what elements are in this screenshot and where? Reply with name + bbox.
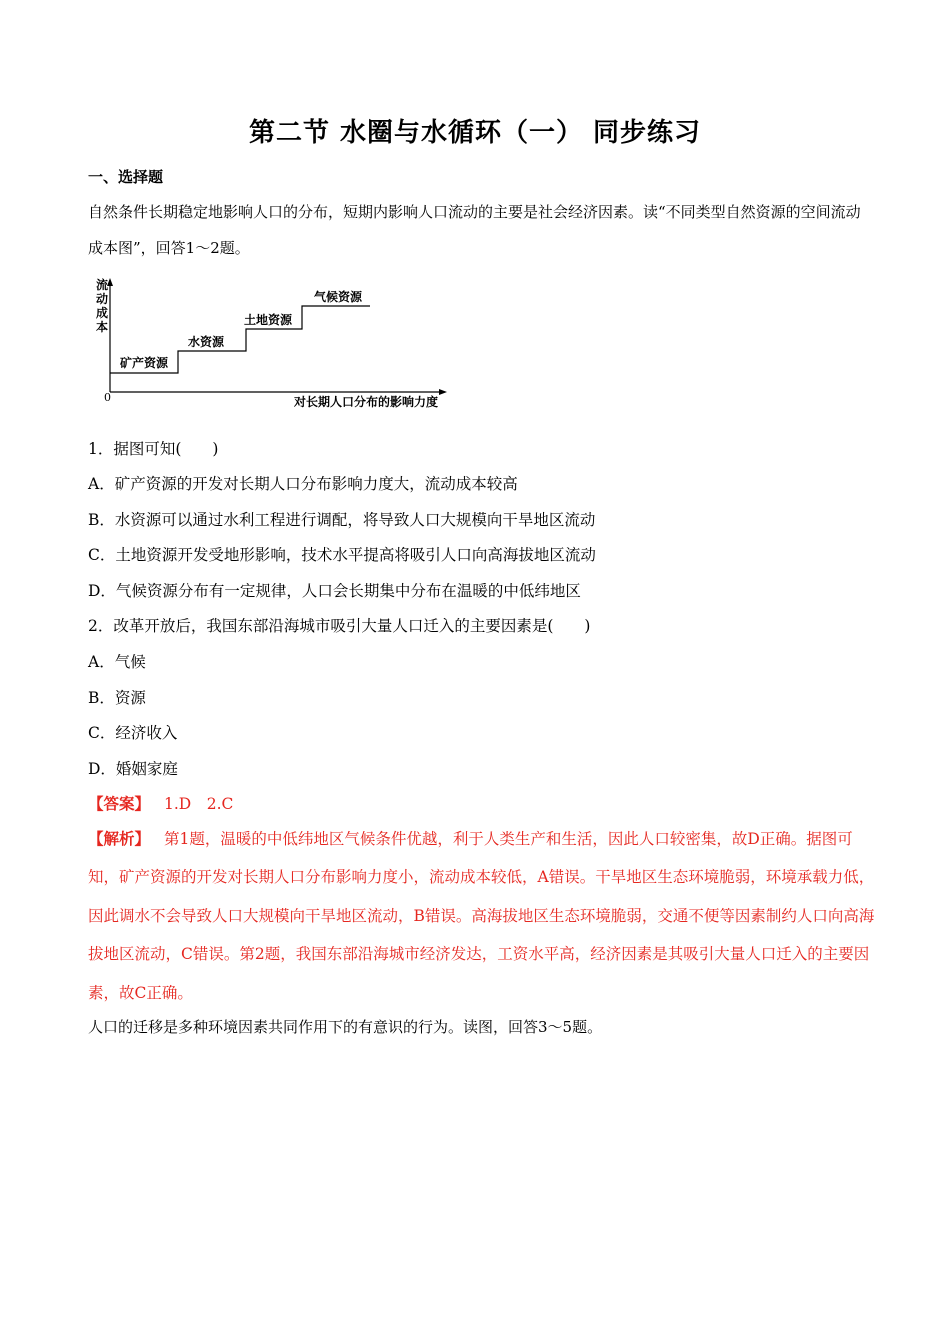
page-title: 第二节 水圈与水循环（一） 同步练习 bbox=[248, 118, 702, 148]
question-2-option-b: B．资源 bbox=[88, 689, 146, 707]
next-question-intro: 人口的迁移是多种环境因素共同作用下的有意识的行为。读图，回答3～5题。 bbox=[88, 1018, 603, 1036]
answer-label: 【答案】 bbox=[88, 794, 151, 813]
origin-label: 0 bbox=[104, 391, 111, 404]
analysis-label: 【解析】 bbox=[88, 829, 151, 848]
y-axis-char: 流 bbox=[96, 278, 109, 292]
step-label-climate: 气候资源 bbox=[314, 290, 363, 304]
question-1-option-d: D．气候资源分布有一定规律，人口会长期集中分布在温暖的中低纬地区 bbox=[88, 582, 581, 600]
analysis-text: 第1题，温暖的中低纬地区气候条件优越，利于人类生产和生活，因此人口较密集，故D正确。据图可知，矿产资源的开发对长期人口分布影响力度小，流动成本较低，A错误。干旱地区生态环境脆弱，环境承载力低，因此调水不会导致人口大规模向干旱地区流动，B错误。高海拔地区生态环境脆弱，交通不便等因素制约人口向高海拔地区流动，C错误。第2题，我国东部沿海城市经济发达，工资水平高，经济因素是其吸引大量人口迁入的主要因素，故C正确。 bbox=[88, 830, 875, 1002]
resource-flow-cost-figure bbox=[88, 272, 458, 414]
y-axis-char: 本 bbox=[96, 320, 109, 334]
x-axis-label: 对长期人口分布的影响力度 bbox=[294, 395, 439, 409]
step-label-mineral: 矿产资源 bbox=[120, 356, 169, 370]
question-intro: 自然条件长期稳定地影响人口的分布，短期内影响人口流动的主要是社会经济因素。读“不同类型自然资源的空间流动成本图”，回答1～2题。 bbox=[88, 203, 861, 257]
question-1-stem: 1．据图可知( ) bbox=[88, 440, 219, 458]
question-2-option-d: D．婚姻家庭 bbox=[88, 760, 178, 778]
question-2-option-a: A．气候 bbox=[88, 653, 146, 671]
y-axis-char: 动 bbox=[96, 292, 109, 306]
step-label-land: 土地资源 bbox=[244, 313, 293, 327]
question-1-option-c: C．土地资源开发受地形影响，技术水平提高将吸引人口向高海拔地区流动 bbox=[88, 546, 596, 564]
question-1-option-b: B．水资源可以通过水利工程进行调配，将导致人口大规模向干旱地区流动 bbox=[88, 511, 596, 529]
question-1-option-a: A．矿产资源的开发对长期人口分布影响力度大，流动成本较高 bbox=[88, 475, 518, 493]
x-axis-arrow bbox=[439, 389, 447, 395]
answer-text: 1.D 2.C bbox=[164, 795, 234, 813]
analysis-block bbox=[88, 820, 878, 1012]
step-label-water: 水资源 bbox=[188, 335, 225, 349]
question-2-option-c: C．经济收入 bbox=[88, 724, 178, 742]
question-2-stem: 2．改革开放后，我国东部沿海城市吸引大量人口迁入的主要因素是( ) bbox=[88, 617, 591, 635]
y-axis-char: 成 bbox=[96, 306, 109, 320]
section-heading: 一、选择题 bbox=[88, 168, 164, 186]
answer-line bbox=[88, 792, 233, 814]
